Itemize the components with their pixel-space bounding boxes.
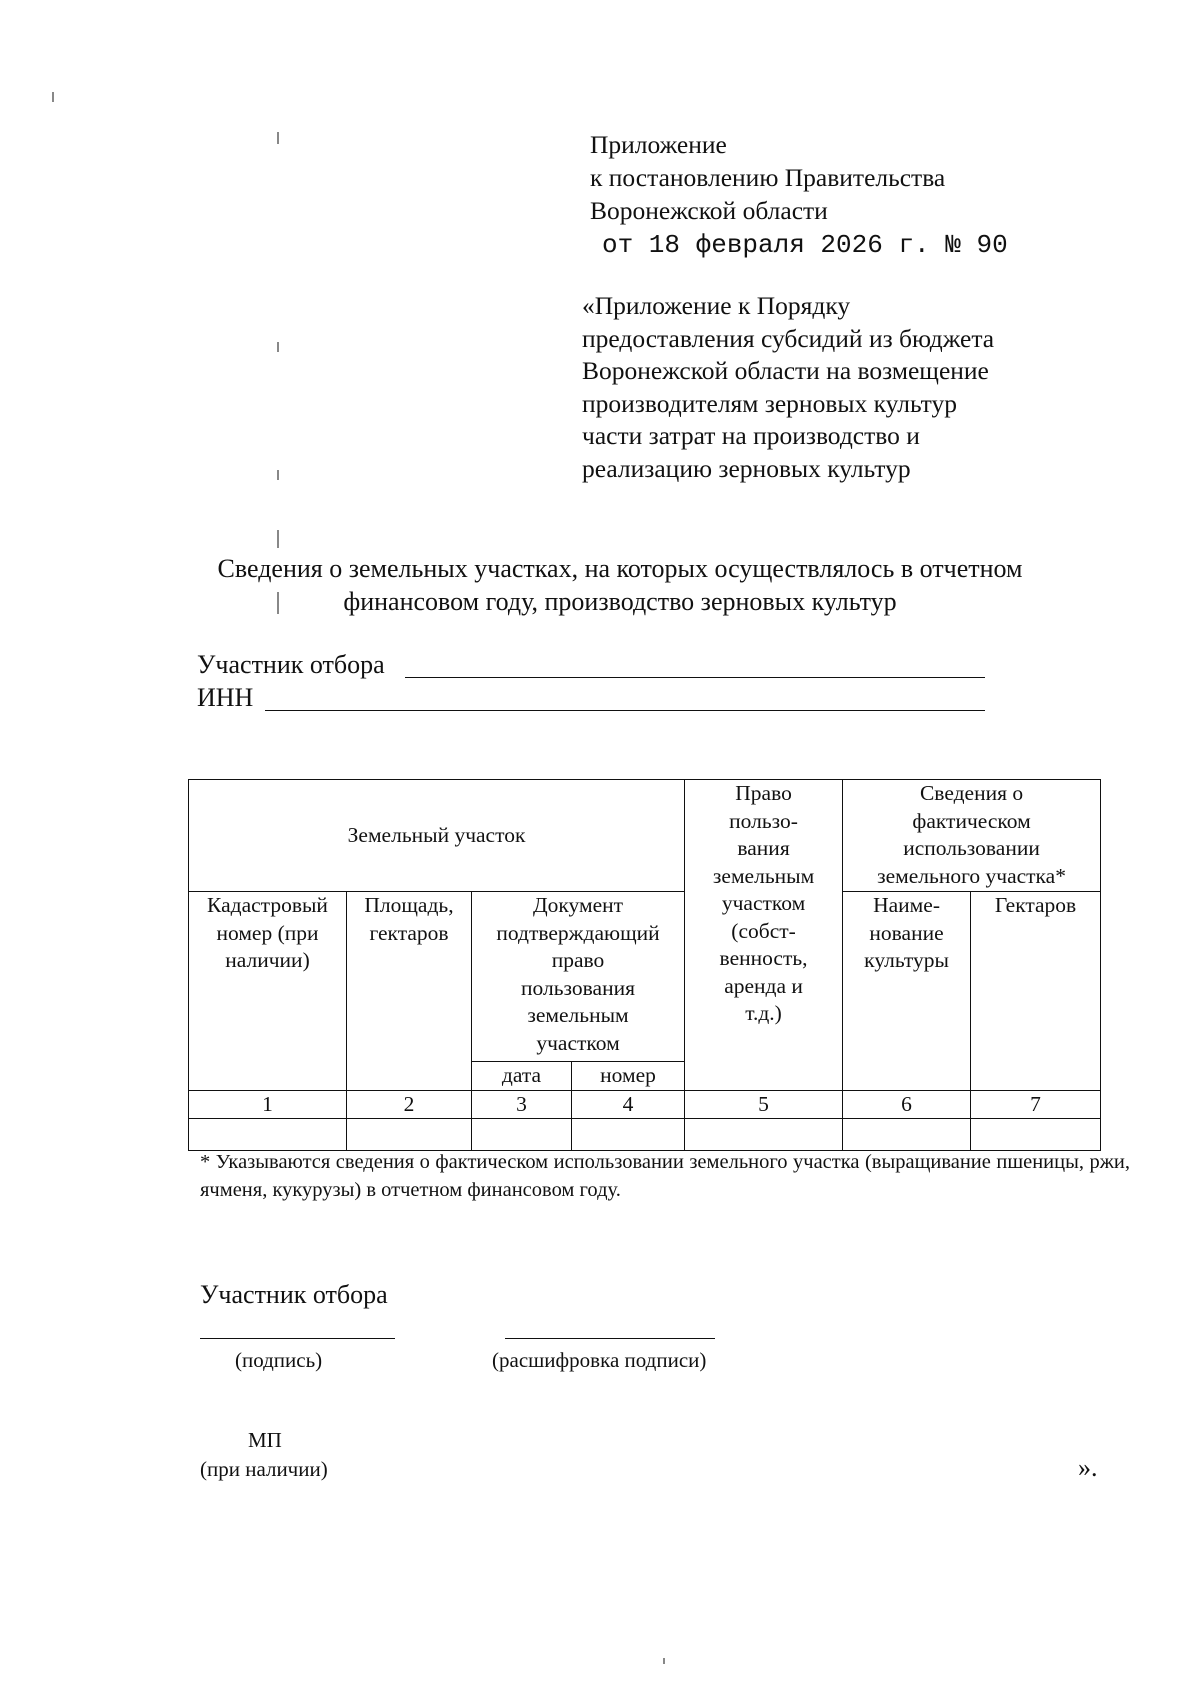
scan-mark	[277, 132, 279, 144]
column-number: 5	[685, 1090, 843, 1119]
signature-decode-line[interactable]	[505, 1338, 715, 1339]
signature-decode-caption: (расшифровка подписи)	[492, 1348, 707, 1372]
title-line-2: финансовом году, производство зерновых культур	[343, 587, 897, 616]
header-date-number: от 18 февраля 2026 г. № 90	[602, 230, 1008, 260]
scan-mark	[277, 592, 279, 614]
inn-field-line[interactable]	[265, 710, 985, 711]
column-number: 3	[472, 1090, 572, 1119]
annex-reference	[582, 290, 994, 485]
scan-mark	[663, 1658, 665, 1664]
empty-cell[interactable]	[347, 1119, 472, 1151]
empty-cell[interactable]	[472, 1119, 572, 1151]
col-document-date: дата	[472, 1062, 572, 1091]
annex-ref-line: Воронежской области на возмещение	[582, 356, 989, 385]
scan-mark	[277, 342, 279, 352]
land-plots-table	[188, 779, 1101, 1151]
header-actual-usage: Сведения о фактическом использовании земельного участка*	[843, 780, 1101, 892]
participant-field-label: Участник отбора	[197, 650, 385, 679]
title-line-1: Сведения о земельных участках, на которых осуществлялось в отчетном	[217, 554, 1023, 583]
footnote: * Указываются сведения о фактическом использовании земельного участка (выращивание пшеницы, ржи, ячменя, кукурузы) в отчетном финансовом году.	[200, 1151, 1130, 1201]
stamp-label: МП	[248, 1428, 282, 1452]
column-number: 1	[189, 1090, 347, 1119]
empty-cell[interactable]	[189, 1119, 347, 1151]
header-usage-right: Право пользо- вания земельным участком (собст- венность, аренда и т.д.)	[685, 780, 843, 1091]
col-document-number: номер	[572, 1062, 685, 1091]
col-cadastral-number: Кадастровый номер (при наличии)	[189, 892, 347, 1091]
header-land-plot: Земельный участок	[189, 780, 685, 892]
col-right-document: Документ подтверждающий право пользования земельным участком	[472, 892, 685, 1062]
participant-field-line[interactable]	[405, 677, 985, 678]
annex-ref-line: производителям зерновых культур	[582, 388, 957, 418]
closing-quote: ».	[1078, 1453, 1098, 1482]
empty-cell[interactable]	[685, 1119, 843, 1151]
empty-cell[interactable]	[572, 1119, 685, 1151]
document-title	[160, 552, 1080, 618]
empty-cell[interactable]	[971, 1119, 1101, 1151]
column-number: 4	[572, 1090, 685, 1119]
annex-ref-line: предоставления субсидий из бюджета	[582, 323, 995, 353]
scan-mark	[277, 530, 279, 548]
empty-data-row	[189, 1119, 1101, 1151]
annex-ref-line: «Приложение к Порядку	[582, 291, 851, 320]
signature-participant-label: Участник отбора	[200, 1280, 388, 1309]
column-number: 2	[347, 1090, 472, 1119]
inn-field-label: ИНН	[197, 683, 254, 712]
column-number-row	[189, 1090, 1101, 1119]
column-number: 6	[843, 1090, 971, 1119]
col-crop-name: Наиме- нование культуры	[843, 892, 971, 1091]
col-hectares: Гектаров	[971, 892, 1101, 1091]
header-line-region: Воронежской области	[590, 196, 828, 225]
annex-ref-line: реализацию зерновых культур	[582, 453, 911, 483]
annex-ref-line: части затрат на производство и	[582, 421, 920, 450]
header-line-resolution: к постановлению Правительства	[590, 163, 946, 192]
document-header	[590, 128, 1008, 262]
col-area-hectares: Площадь, гектаров	[347, 892, 472, 1091]
signature-caption: (подпись)	[235, 1348, 323, 1372]
stamp-note: (при наличии)	[200, 1457, 328, 1481]
signature-line[interactable]	[200, 1338, 395, 1339]
empty-cell[interactable]	[843, 1119, 971, 1151]
scan-mark	[277, 470, 279, 480]
scan-mark	[52, 92, 54, 102]
column-number: 7	[971, 1090, 1101, 1119]
header-line-annex: Приложение	[590, 130, 727, 159]
